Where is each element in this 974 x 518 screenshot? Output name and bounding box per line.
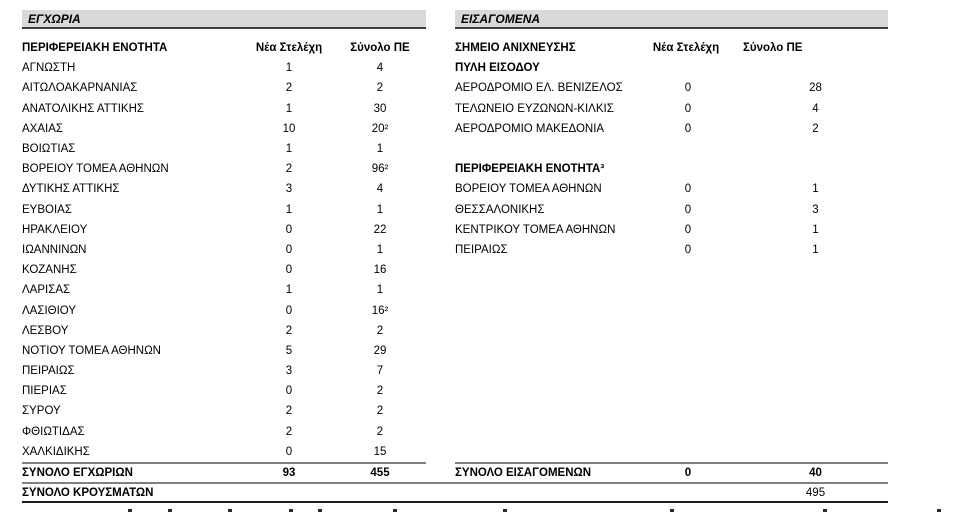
total-pe-cell: 4 [812,102,819,115]
total-pe-cell: 2 [376,405,384,418]
imported-total-row [455,462,888,482]
total-pe-cell: 1 [376,243,384,256]
imported-column-header-row [455,38,888,58]
imported-table-spacer [455,260,888,462]
clipped-footnote-fragment [228,509,232,512]
table-row [22,220,426,240]
region-cell: ΑΓΝΩΣΤΗ [22,62,76,75]
new-strains-cell: 0 [285,223,293,236]
region-cell: ΛΑΣΙΘΙΟΥ [22,304,77,317]
table-row [22,139,426,159]
domestic-section-title: ΕΓΧΩΡΙΑ [28,11,81,26]
clipped-footnote-fragment [318,509,322,512]
total-pe-cell: 1 [812,223,819,236]
table-row [22,240,426,260]
domestic-section-header [22,10,426,29]
table-row [455,159,888,179]
table-row [22,179,426,199]
total-pe-cell: 1 [376,284,384,297]
column-header-new-strains: Νέα Στελέχη [652,42,720,55]
region-cell: ΦΘΙΩΤΙΔΑΣ [22,425,85,438]
table-row [455,200,888,220]
table-row [22,280,426,300]
clipped-footnote-fragment [289,509,293,512]
new-strains-cell: 5 [285,344,293,357]
new-strains-cell: 0 [684,82,692,95]
new-strains-cell: 1 [285,62,293,75]
table-row [22,442,426,462]
imported-total-label: ΣΥΝΟΛΟ ΕΙΣΑΓΟΜΕΝΩΝ [455,467,592,480]
region-cell: ΠΙΕΡΙΑΣ [22,385,67,398]
table-row [455,240,888,260]
new-strains-cell: 0 [285,243,293,256]
imported-section-header [455,10,888,29]
region-cell: ΙΩΑΝΝΙΝΩΝ [22,243,87,256]
total-pe-cell: 22 [373,223,387,236]
new-strains-cell: 1 [285,284,293,297]
region-cell: ΕΥΒΟΙΑΣ [22,203,72,216]
new-strains-cell: 0 [285,385,293,398]
region-cell: ΠΕΙΡΑΙΩΣ [22,365,75,378]
clipped-footnote-fragment [503,509,507,512]
domestic-total-label: ΣΥΝΟΛΟ ΕΓΧΩΡΙΩΝ [22,467,133,480]
total-pe-cell: 2 [376,385,384,398]
new-strains-cell: 2 [285,425,293,438]
table-row [22,159,426,179]
region-cell: ΚΟΖΑΝΗΣ [22,264,77,277]
new-strains-cell: 0 [285,304,293,317]
new-strains-cell: 0 [684,223,692,236]
new-strains-cell: 1 [285,143,293,156]
region-cell: ΘΕΣΣΑΛΟΝΙΚΗΣ [455,203,545,216]
region-cell: ΠΕΡΙΦΕΡΕΙΑΚΗ ΕΝΟΤΗΤΑ³ [455,163,605,176]
region-cell: ΤΕΛΩΝΕΙΟ ΕΥΖΩΝΩΝ-ΚΙΛΚΙΣ [455,102,614,115]
region-cell: ΑΙΤΩΛΟΑΚΑΡΝΑΝΙΑΣ [22,82,138,95]
clipped-footnote-fragment [937,509,941,512]
total-pe-cell: 7 [376,365,384,378]
total-pe-cell: 20² [371,122,389,135]
new-strains-cell: 1 [285,102,293,115]
total-pe-cell: 16 [373,264,387,277]
new-strains-cell: 0 [684,243,692,256]
grand-total-row [22,482,888,503]
total-pe-cell: 30 [373,102,387,115]
table-row [22,99,426,119]
clipped-footnote-fragment [128,509,132,512]
table-row [22,200,426,220]
region-cell: ΛΑΡΙΣΑΣ [22,284,71,297]
domestic-column-header-row [22,38,426,58]
table-row [22,300,426,320]
table-row [455,179,888,199]
total-pe-cell: 16² [371,304,389,317]
region-cell: ΑΕΡΟΔΡΟΜΙΟ ΕΛ. ΒΕΝΙΖΕΛΟΣ [455,82,623,95]
table-row [22,381,426,401]
new-strains-cell: 3 [285,183,293,196]
new-strains-cell: 0 [285,445,293,458]
new-strains-cell: 0 [684,122,692,135]
clipped-footnote-fragment [168,509,172,512]
total-pe-cell: 4 [376,62,384,75]
region-cell: ΑΧΑΪΑΣ [22,122,63,135]
table-row [455,58,888,78]
total-pe-cell: 29 [373,344,387,357]
grand-total-label: ΣΥΝΟΛΟ ΚΡΟΥΣΜΑΤΩΝ [22,486,154,499]
imported-total-pe: 40 [809,467,822,480]
clipped-footnote-fragment [393,509,397,512]
clipped-footnote-fragment [823,509,827,512]
imported-table-body [455,58,888,260]
region-cell: ΒΟΙΩΤΙΑΣ [22,143,76,156]
table-row [22,260,426,280]
table-row [455,99,888,119]
blank-row [455,139,888,159]
total-pe-cell: 2 [812,122,819,135]
new-strains-cell: 0 [684,183,692,196]
imported-section-title: ΕΙΣΑΓΟΜΕΝΑ [461,11,541,26]
column-header-detection-point: ΣΗΜΕΙΟ ΑΝΙΧΝΕΥΣΗΣ [455,42,576,55]
region-cell: ΗΡΑΚΛΕΙΟΥ [22,223,88,236]
table-row [22,422,426,442]
table-row [22,78,426,98]
column-header-region: ΠΕΡΙΦΕΡΕΙΑΚΗ ΕΝΟΤΗΤΑ [22,42,168,55]
total-pe-cell: 2 [376,425,384,438]
table-row [22,401,426,421]
domestic-total-pe: 455 [370,467,390,480]
total-pe-cell: 1 [376,143,384,156]
region-cell: ΠΕΙΡΑΙΩΣ [455,243,508,256]
new-strains-cell: 2 [285,82,293,95]
region-cell: ΒΟΡΕΙΟΥ ΤΟΜΕΑ ΑΘΗΝΩΝ [455,183,602,196]
total-pe-cell: 15 [373,445,387,458]
column-header-new-strains: Νέα Στελέχη [255,42,323,55]
total-pe-cell: 28 [809,82,822,95]
region-cell: ΚΕΝΤΡΙΚΟΥ ΤΟΜΕΑ ΑΘΗΝΩΝ [455,223,616,236]
region-cell: ΒΟΡΕΙΟΥ ΤΟΜΕΑ ΑΘΗΝΩΝ [22,163,169,176]
table-row [455,119,888,139]
table-row [455,78,888,98]
column-header-total-pe: Σύνολο ΠΕ [743,42,803,55]
total-pe-cell: 1 [376,203,384,216]
new-strains-cell: 10 [282,122,296,135]
new-strains-cell: 1 [285,203,293,216]
region-cell: ΔΥΤΙΚΗΣ ΑΤΤΙΚΗΣ [22,183,120,196]
imported-total-new: 0 [684,467,692,480]
region-cell: ΝΟΤΙΟΥ ΤΟΜΕΑ ΑΘΗΝΩΝ [22,344,161,357]
new-strains-cell: 0 [684,203,692,216]
domestic-table [22,38,426,482]
new-strains-cell: 3 [285,365,293,378]
column-header-total-pe: Σύνολο ΠΕ [350,42,410,55]
imported-table [455,38,888,482]
region-cell: ΧΑΛΚΙΔΙΚΗΣ [22,445,90,458]
domestic-total-new: 93 [282,467,296,480]
region-cell: ΑΕΡΟΔΡΟΜΙΟ ΜΑΚΕΔΟΝΙΑ [455,122,605,135]
region-cell: ΣΥΡΟΥ [22,405,61,418]
region-cell: ΠΥΛΗ ΕΙΣΟΔΟΥ [455,62,540,75]
domestic-table-body [22,58,426,462]
grand-total-value: 495 [805,486,826,499]
table-row [455,220,888,240]
total-pe-cell: 1 [812,243,819,256]
region-cell: ΑΝΑΤΟΛΙΚΗΣ ΑΤΤΙΚΗΣ [22,102,145,115]
region-cell: ΛΕΣΒΟΥ [22,324,69,337]
new-strains-cell: 0 [285,264,293,277]
table-row [22,119,426,139]
total-pe-cell: 4 [376,183,384,196]
total-pe-cell: 96² [371,163,389,176]
new-strains-cell: 2 [285,405,293,418]
new-strains-cell: 2 [285,324,293,337]
table-row [22,361,426,381]
total-pe-cell: 2 [376,324,384,337]
total-pe-cell: 1 [812,183,819,196]
new-strains-cell: 0 [684,102,692,115]
total-pe-cell: 3 [812,203,819,216]
clipped-footnote-fragment [670,509,674,512]
table-row [22,58,426,78]
new-strains-cell: 2 [285,163,293,176]
domestic-total-row [22,462,426,482]
table-row [22,341,426,361]
total-pe-cell: 2 [376,82,384,95]
table-row [22,321,426,341]
